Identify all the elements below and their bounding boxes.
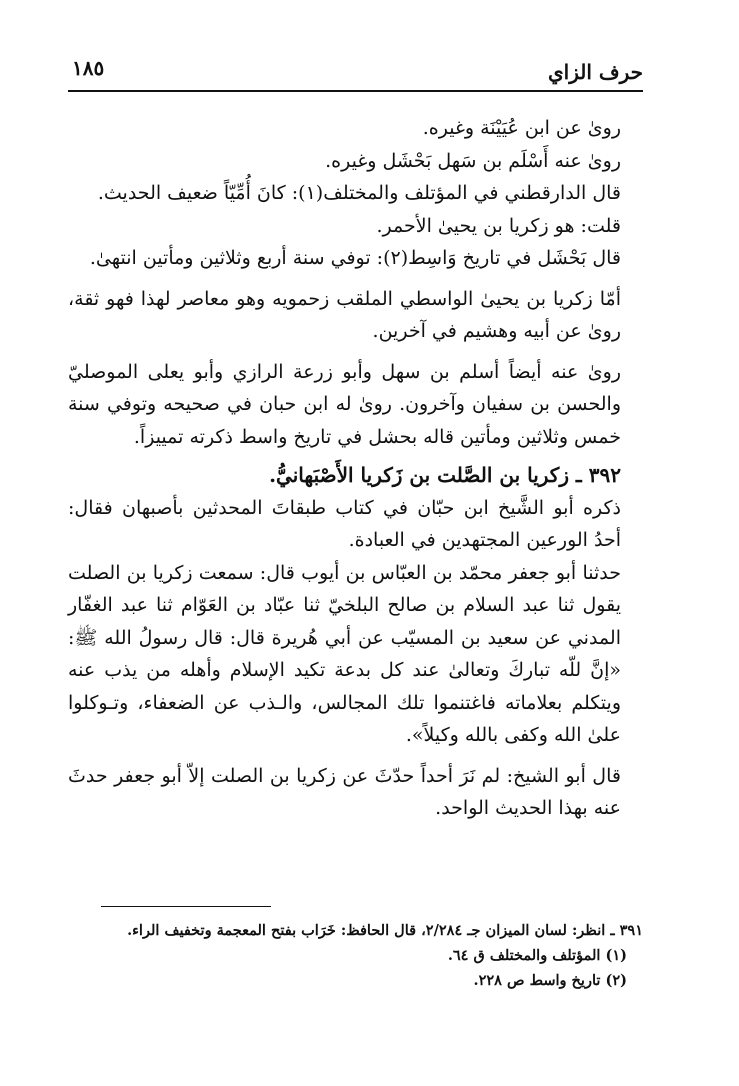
paragraph: حدثنا أبو جعفر محمّد بن العبّاس بن أيوب قال: سمعت زكريا بن الصلت يقول ثنا عبد السلام بن صالح البلخيّ ثنا عبّاد بن العَوّام ثنا عبد الغفّار المدني عن سعيد بن المسيّب عن أبي هُريرة قال: قال رسولُ الله ﷺ: «إنَّ للّه تباركَ وتعالىٰ عند كل بدعة تكيد الإسلام وأهله من يذب عنه ويتكلم بعلاماته فاغتنموا تلك المجالس، والـذب عن الضعفاء، وتـوكلوا علىٰ الله وكفى بالله وكيلاً». xyxy=(68,561,621,746)
page-number: ١٨٥ xyxy=(72,56,105,80)
entry-heading: ٣٩٢ ـ زكريا بن الصَّلت بن زَكريا الأَصْبَهانيُّ. xyxy=(269,463,621,487)
main-text xyxy=(68,112,643,825)
footnote: (٢) تاريخ واسط ص ٢٢٨. xyxy=(473,972,627,989)
page-header xyxy=(68,50,643,92)
text-line: رویٰ عنه أَسْلَم بن سَهل بَحْشَل وغيره. xyxy=(325,149,621,172)
text-line: قال الدارقطني في المؤتلف والمختلف(١): كانَ أُمِّيّاً ضعيف الحديث. xyxy=(97,182,621,204)
paragraph: أمّا زكريا بن يحيىٰ الواسطي الملقب زحمويه وهو معاصر لهذا فهو ثقة، روىٰ عن أبيه وهشيم في آخرين. xyxy=(68,287,621,342)
footnotes xyxy=(68,918,643,993)
footnote-separator xyxy=(101,906,271,907)
paragraph: ذكره أبو الشَّيخ ابن حبّان في كتاب طبقاتَ المحدثين بأصبهان فقال: أحدُ الورعين المجتهدين في العبادة. xyxy=(68,496,621,551)
text-line: رویٰ عن ابن عُيَيْنَة وغيره. xyxy=(422,117,621,139)
paragraph: روىٰ عنه أيضاً أسلم بن سهل وأبو زرعة الرازي وأبو يعلى الموصليّ والحسن بن سفيان وآخرون. روىٰ له ابن حبان في صحيحه وتوفي سنة خمس وثلاثين ومأتين قاله بحشل في تاريخ واسط ذكرته تمييزاً. xyxy=(68,360,621,448)
text-line: قال بَحْشَل في تاريخ وَاسِط(٢): توفي سنة أربع وثلاثين ومأتين انتهىٰ. xyxy=(89,247,621,269)
footnote: ٣٩١ ـ انظر: لسان الميزان جـ ٢/٢٨٤، قال الحافظ: خَرَاب بفتح المعجمة وتخفيف الراء. xyxy=(127,922,643,939)
paragraph: قال أبو الشيخ: لم نَرَ أحداً حدّثَ عن زكريا بن الصلت إلاّ أبو جعفر حدثَ عنه بهذا الحديث الواحد. xyxy=(68,764,621,819)
footnote: (١) المؤتلف والمختلف ق ٦٤. xyxy=(447,947,627,964)
running-title: حرف الزاي xyxy=(548,60,643,84)
text-line: قلت: هو زكريا بن يحيىٰ الأحمر. xyxy=(376,214,621,237)
